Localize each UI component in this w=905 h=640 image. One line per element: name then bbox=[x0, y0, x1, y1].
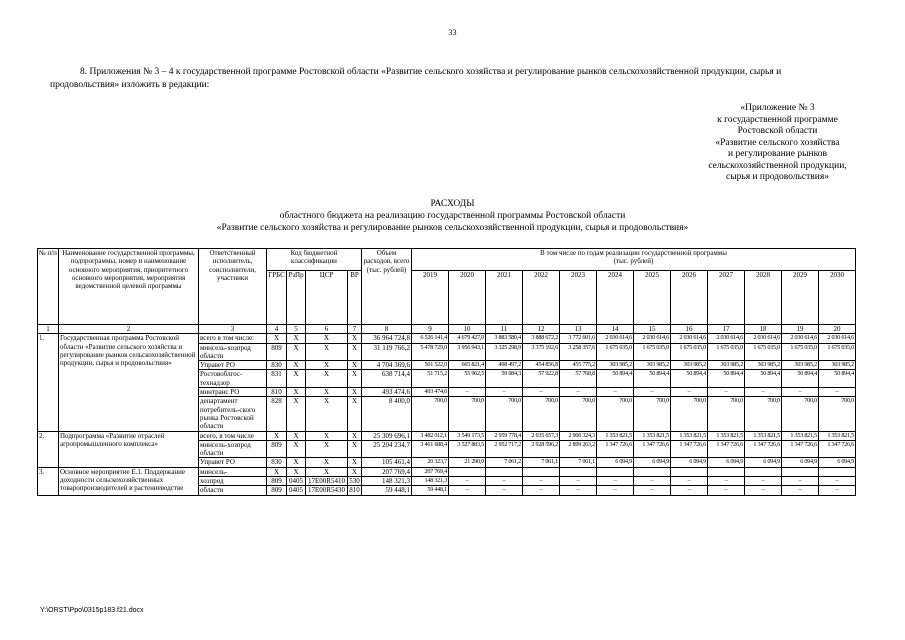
row-year-value: – bbox=[634, 388, 671, 397]
row-year-value: 50 894,4 bbox=[708, 370, 745, 388]
row-responsible: департамент потребитель-ского рынка Ростовской области bbox=[199, 397, 267, 431]
row-total: 59 448,1 bbox=[362, 486, 412, 495]
row-year-value: – bbox=[449, 388, 486, 397]
row-total: 31 119 766,2 bbox=[362, 343, 412, 361]
page-number: 33 bbox=[448, 28, 457, 37]
row-year-value: – bbox=[819, 486, 856, 495]
header-year: 2020 bbox=[449, 271, 486, 325]
row-year-value: 700,0 bbox=[523, 397, 560, 431]
row-year-value: – bbox=[708, 477, 745, 486]
row-year-value bbox=[671, 467, 708, 476]
expenses-table bbox=[37, 248, 856, 496]
column-number: 13 bbox=[560, 325, 597, 334]
row-total: 105 461,4 bbox=[362, 458, 412, 467]
row-responsible: Управет РО bbox=[199, 361, 267, 370]
row-year-value: 700,0 bbox=[745, 397, 782, 431]
appendix-line: Ростовской области bbox=[737, 126, 818, 136]
document-subtitle: областного бюджета на реализацию государственной программы Ростовской области bbox=[279, 211, 626, 221]
row-year-value: 2 030 614,6 bbox=[671, 334, 708, 343]
row-year-value: 7 061,1 bbox=[560, 458, 597, 467]
row-year-value: 1 347 726,6 bbox=[782, 440, 819, 458]
row-year-value: – bbox=[449, 486, 486, 495]
row-year-value: – bbox=[745, 388, 782, 397]
row-total: 638 714,4 bbox=[362, 370, 412, 388]
row-year-value: 700,0 bbox=[819, 397, 856, 431]
row-year-value: 1 353 821,5 bbox=[708, 431, 745, 440]
header-year: 2029 bbox=[782, 271, 819, 325]
appendix-line: сырья и продовольствия» bbox=[726, 172, 829, 182]
row-vr: X bbox=[348, 388, 362, 397]
row-year-value: 6 094,9 bbox=[708, 458, 745, 467]
column-number: 15 bbox=[634, 325, 671, 334]
row-year-value: – bbox=[745, 477, 782, 486]
header-num: № п/п bbox=[38, 249, 59, 325]
row-responsible: минтранс РО bbox=[199, 388, 267, 397]
row-rzpr: X bbox=[287, 343, 306, 361]
row-year-value: 303 985,2 bbox=[782, 361, 819, 370]
row-responsible: Управет РО bbox=[199, 458, 267, 467]
row-year-value: 3 956 943,1 bbox=[449, 343, 486, 361]
row-year-value bbox=[486, 467, 523, 476]
row-year-value: – bbox=[597, 477, 634, 486]
row-year-value: 50 894,4 bbox=[597, 370, 634, 388]
row-year-value: 2 952 717,2 bbox=[486, 440, 523, 458]
row-rzpr: X bbox=[287, 431, 306, 440]
row-responsible: области bbox=[199, 486, 267, 495]
header-year: 2023 bbox=[560, 271, 597, 325]
row-vr: X bbox=[348, 361, 362, 370]
row-year-value: 6 094,9 bbox=[782, 458, 819, 467]
row-year-value: – bbox=[671, 486, 708, 495]
row-year-value: 2 030 614,6 bbox=[782, 334, 819, 343]
row-year-value: 2 899 263,2 bbox=[560, 440, 597, 458]
row-year-value: 3 258 357,6 bbox=[560, 343, 597, 361]
row-year-value: 50 894,4 bbox=[782, 370, 819, 388]
row-vr: 810 bbox=[349, 486, 360, 495]
row-year-value: 700,0 bbox=[486, 397, 523, 431]
row-name: Подпрограмма «Развитие отраслей агропромышленного комплекса» bbox=[59, 431, 199, 467]
row-year-value bbox=[634, 467, 671, 476]
row-year-value: 303 985,2 bbox=[819, 361, 856, 370]
appendix-line: сельскохозяйственной продукции, bbox=[708, 160, 847, 171]
row-year-value: – bbox=[782, 477, 819, 486]
row-year-value: 21 290,0 bbox=[449, 458, 486, 467]
row-number: 3. bbox=[38, 467, 59, 495]
row-year-value: 7 061,1 bbox=[523, 458, 560, 467]
row-year-value: 3 883 580,4 bbox=[486, 334, 523, 343]
row-year-value: – bbox=[486, 486, 523, 495]
row-year-value: 1 675 035,0 bbox=[819, 343, 856, 361]
row-rzpr: X bbox=[287, 334, 306, 343]
row-year-value: 303 985,2 bbox=[671, 361, 708, 370]
row-year-value: 700,0 bbox=[782, 397, 819, 431]
row-year-value: 1 353 821,5 bbox=[671, 431, 708, 440]
row-year-value bbox=[708, 467, 745, 476]
row-vr: X bbox=[348, 397, 362, 431]
row-csr: X bbox=[306, 361, 348, 370]
row-year-value: 3 461 688,4 bbox=[412, 440, 449, 458]
row-year-value: – bbox=[597, 388, 634, 397]
row-year-value: 3 325 298,9 bbox=[486, 343, 523, 361]
row-year-value: 207 769,4 bbox=[412, 467, 449, 476]
column-number: 10 bbox=[449, 325, 486, 334]
appendix-line: к государственной программе bbox=[717, 114, 838, 125]
row-year-value: – bbox=[819, 477, 856, 486]
row-year-value: – bbox=[523, 388, 560, 397]
row-grbs: 809 bbox=[267, 440, 287, 458]
row-rzpr: X bbox=[287, 370, 306, 388]
row-csr: X bbox=[306, 458, 348, 467]
table-row bbox=[38, 431, 856, 440]
column-number: 17 bbox=[708, 325, 745, 334]
row-year-value: – bbox=[449, 477, 486, 486]
row-csr: X bbox=[306, 397, 348, 431]
row-csr: X bbox=[306, 440, 348, 458]
row-year-value: 6 094,9 bbox=[634, 458, 671, 467]
row-csr: 17Е00R5430 bbox=[306, 486, 348, 495]
row-year-value: 148 321,3 bbox=[412, 477, 449, 486]
row-year-value: 700,0 bbox=[449, 397, 486, 431]
row-csr: X bbox=[306, 467, 348, 476]
header-year: 2030 bbox=[819, 271, 856, 325]
row-year-value: 493 474,6 bbox=[412, 388, 449, 397]
row-year-value: 454 856,8 bbox=[523, 361, 560, 370]
row-year-value: 700,0 bbox=[597, 397, 634, 431]
row-year-value: 2 935 657,3 bbox=[523, 431, 560, 440]
row-year-value: 3 888 672,2 bbox=[523, 334, 560, 343]
column-number: 12 bbox=[523, 325, 560, 334]
row-grbs: 831 bbox=[267, 370, 287, 388]
row-year-value: 4 679 427,0 bbox=[449, 334, 486, 343]
column-number: 9 bbox=[412, 325, 449, 334]
row-year-value bbox=[597, 467, 634, 476]
row-responsible: всего, в том числе bbox=[199, 431, 267, 440]
row-grbs: 809 bbox=[267, 477, 287, 486]
row-year-value: 50 894,4 bbox=[634, 370, 671, 388]
table-row bbox=[38, 334, 856, 343]
row-year-value: 1 347 726,6 bbox=[597, 440, 634, 458]
row-responsible: минсель-хозпрод области bbox=[199, 343, 267, 361]
row-year-value: 57 922,8 bbox=[523, 370, 560, 388]
row-rzpr: X bbox=[287, 458, 306, 467]
row-rzpr: X bbox=[287, 397, 306, 431]
row-year-value: 55 962,5 bbox=[449, 370, 486, 388]
row-year-value: 455 775,2 bbox=[560, 361, 597, 370]
row-total: 148 321,3 bbox=[362, 477, 412, 486]
row-year-value: 20 323,7 bbox=[412, 458, 449, 467]
column-number: 20 bbox=[819, 325, 856, 334]
appendix-header bbox=[650, 103, 905, 184]
row-year-value: 2 959 778,4 bbox=[486, 431, 523, 440]
row-year-value bbox=[745, 467, 782, 476]
column-number: 3 bbox=[199, 325, 267, 334]
header-year: 2021 bbox=[486, 271, 523, 325]
row-total: 8 400,0 bbox=[362, 397, 412, 431]
row-year-value: – bbox=[560, 477, 597, 486]
header-total: Объем расходов, всего (тыс. рублей) bbox=[362, 249, 412, 325]
row-grbs: X bbox=[267, 431, 287, 440]
row-number: 2. bbox=[38, 431, 59, 467]
column-number: 19 bbox=[782, 325, 819, 334]
row-grbs: X bbox=[267, 334, 287, 343]
row-year-value: 498 497,2 bbox=[486, 361, 523, 370]
appendix-line: «Развитие сельского хозяйства bbox=[715, 137, 840, 148]
row-year-value: 51 715,2 bbox=[412, 370, 449, 388]
row-responsible: хозпрод bbox=[199, 477, 267, 486]
row-year-value: 3 375 192,6 bbox=[523, 343, 560, 361]
row-csr: X bbox=[306, 431, 348, 440]
row-year-value: – bbox=[782, 388, 819, 397]
row-year-value: 2 030 614,6 bbox=[634, 334, 671, 343]
header-name: Наименование государственной программы, подпрограммы, номер и наименование основного мероприятия, приоритетного основного мероприятия, мероприятия ведомственной целевой программы bbox=[59, 249, 199, 325]
row-csr: X bbox=[306, 388, 348, 397]
row-year-value bbox=[560, 467, 597, 476]
row-year-value bbox=[819, 467, 856, 476]
row-grbs: 830 bbox=[267, 458, 287, 467]
row-vr: X bbox=[348, 458, 362, 467]
row-year-value: 303 985,2 bbox=[708, 361, 745, 370]
header-year: 2025 bbox=[634, 271, 671, 325]
row-year-value: – bbox=[597, 486, 634, 495]
row-csr: X bbox=[306, 343, 348, 361]
row-year-value bbox=[782, 467, 819, 476]
row-year-value: – bbox=[560, 486, 597, 495]
row-name: Государственная программа Ростовской области «Развитие сельского хозяйства и регулирование рынков сельскохозяйственной продукции, сырья и продовольствия» bbox=[59, 334, 199, 431]
header-year: 2022 bbox=[523, 271, 560, 325]
row-responsible: Ростовоблгос-технадзор bbox=[199, 370, 267, 388]
header-code: Код бюджетной классификации bbox=[267, 249, 362, 271]
row-year-value: 303 985,2 bbox=[597, 361, 634, 370]
header-year: 2028 bbox=[745, 271, 782, 325]
column-number: 4 bbox=[267, 325, 287, 334]
header-grbs: ГРБС bbox=[267, 271, 287, 325]
row-vr: X bbox=[348, 467, 362, 476]
column-number: 2 bbox=[59, 325, 199, 334]
row-year-value: – bbox=[671, 477, 708, 486]
row-total: 493 474,6 bbox=[362, 388, 412, 397]
row-responsible: минсель-хозпрод области bbox=[199, 440, 267, 458]
row-year-value: 1 353 821,5 bbox=[634, 431, 671, 440]
row-year-value: – bbox=[634, 477, 671, 486]
row-total: 25 204 234,7 bbox=[362, 440, 412, 458]
header-responsible: Ответственный исполнитель, соисполнители, участники bbox=[199, 249, 267, 325]
row-year-value: 1 347 726,6 bbox=[745, 440, 782, 458]
row-year-value: 303 985,2 bbox=[634, 361, 671, 370]
row-rzpr: X bbox=[287, 361, 306, 370]
row-grbs: X bbox=[267, 467, 287, 476]
row-year-value: – bbox=[486, 388, 523, 397]
row-year-value: – bbox=[634, 486, 671, 495]
row-grbs: 828 bbox=[267, 397, 287, 431]
row-year-value: 6 094,9 bbox=[745, 458, 782, 467]
row-year-value: – bbox=[523, 486, 560, 495]
row-year-value: 2 030 614,6 bbox=[745, 334, 782, 343]
row-year-value: 5 478 729,0 bbox=[412, 343, 449, 361]
row-year-value: 700,0 bbox=[634, 397, 671, 431]
row-year-value: 1 675 035,0 bbox=[782, 343, 819, 361]
row-year-value: 1 347 726,6 bbox=[819, 440, 856, 458]
row-vr: X bbox=[348, 440, 362, 458]
row-grbs: 809 bbox=[267, 343, 287, 361]
column-number: 5 bbox=[287, 325, 306, 334]
row-total: 25 309 696,1 bbox=[362, 431, 412, 440]
row-year-value: 50 894,4 bbox=[819, 370, 856, 388]
row-year-value: – bbox=[708, 388, 745, 397]
row-year-value: 3 482 012,1 bbox=[412, 431, 449, 440]
row-rzpr: X bbox=[287, 467, 306, 476]
row-year-value: – bbox=[782, 486, 819, 495]
row-csr: 17Е00R5410 bbox=[306, 477, 348, 486]
row-year-value: 1 675 035,0 bbox=[597, 343, 634, 361]
row-year-value: 700,0 bbox=[560, 397, 597, 431]
row-year-value: 59 448,1 bbox=[412, 486, 449, 495]
row-year-value: 2 906 324,3 bbox=[560, 431, 597, 440]
column-number: 8 bbox=[362, 325, 412, 334]
row-number: 1. bbox=[38, 334, 59, 431]
row-responsible: минсель- bbox=[199, 467, 267, 476]
header-years-group: В том числе по годам реализации государственной программы (тыс. рублей) bbox=[412, 249, 856, 271]
row-year-value: 2 030 614,6 bbox=[819, 334, 856, 343]
row-total: 4 704 369,6 bbox=[362, 361, 412, 370]
appendix-line: «Приложение № 3 bbox=[740, 103, 815, 113]
row-vr: X bbox=[348, 370, 362, 388]
row-year-value: 6 526 141,4 bbox=[412, 334, 449, 343]
row-grbs: 809 bbox=[267, 486, 287, 495]
row-year-value: 59 084,3 bbox=[486, 370, 523, 388]
row-year-value: 3 527 883,5 bbox=[449, 440, 486, 458]
row-year-value: – bbox=[745, 486, 782, 495]
column-number: 14 bbox=[597, 325, 634, 334]
row-year-value: 700,0 bbox=[671, 397, 708, 431]
column-number: 16 bbox=[671, 325, 708, 334]
row-year-value: 3 772 601,6 bbox=[560, 334, 597, 343]
row-grbs: 810 bbox=[267, 388, 287, 397]
appendix-line: и регулирование рынков bbox=[728, 149, 827, 159]
row-year-value: 1 353 821,5 bbox=[597, 431, 634, 440]
row-year-value: 7 061,2 bbox=[486, 458, 523, 467]
row-year-value: 1 347 726,6 bbox=[634, 440, 671, 458]
row-year-value bbox=[523, 467, 560, 476]
header-csr: ЦСР bbox=[306, 271, 348, 325]
header-year: 2024 bbox=[597, 271, 634, 325]
row-year-value: – bbox=[523, 477, 560, 486]
row-rzpr: X bbox=[287, 440, 306, 458]
row-year-value: 1 675 035,0 bbox=[745, 343, 782, 361]
row-year-value: 2 030 614,6 bbox=[708, 334, 745, 343]
document-title: РАСХОДЫ bbox=[430, 199, 475, 209]
row-csr: X bbox=[306, 334, 348, 343]
row-year-value: 303 985,2 bbox=[745, 361, 782, 370]
column-number: 7 bbox=[348, 325, 362, 334]
column-number: 1 bbox=[38, 325, 59, 334]
row-csr: X bbox=[306, 370, 348, 388]
row-rzpr: 0405 bbox=[287, 477, 306, 486]
row-year-value: 1 347 726,6 bbox=[671, 440, 708, 458]
row-year-value: 501 522,0 bbox=[412, 361, 449, 370]
row-year-value: 2 928 596,2 bbox=[523, 440, 560, 458]
column-number: 6 bbox=[306, 325, 348, 334]
row-year-value: 700,0 bbox=[412, 397, 449, 431]
row-name: Основное мероприятие Е.1. Поддержание доходности сельскохозяйственных товаропроизводителей в растениеводстве bbox=[59, 467, 199, 495]
row-year-value: 1 675 035,0 bbox=[708, 343, 745, 361]
header-vr: ВР bbox=[348, 271, 362, 325]
row-year-value: 3 549 173,5 bbox=[449, 431, 486, 440]
row-year-value: 6 094,9 bbox=[597, 458, 634, 467]
row-year-value: – bbox=[486, 477, 523, 486]
row-vr: X bbox=[348, 334, 362, 343]
header-rzpr: РзПр bbox=[287, 271, 306, 325]
row-year-value: 2 030 614,6 bbox=[597, 334, 634, 343]
row-year-value: 1 675 035,0 bbox=[671, 343, 708, 361]
row-vr: 530 bbox=[349, 477, 360, 486]
row-year-value: 1 353 821,5 bbox=[745, 431, 782, 440]
row-year-value: 6 094,9 bbox=[671, 458, 708, 467]
column-number: 18 bbox=[745, 325, 782, 334]
row-year-value: 700,0 bbox=[708, 397, 745, 431]
row-year-value: 1 347 726,6 bbox=[708, 440, 745, 458]
header-year: 2019 bbox=[412, 271, 449, 325]
row-grbs: 830 bbox=[267, 361, 287, 370]
table-row bbox=[38, 467, 856, 476]
row-responsible: всего в том числе: bbox=[199, 334, 267, 343]
row-total: 36 964 724,8 bbox=[362, 334, 412, 343]
row-total: 207 769,4 bbox=[362, 467, 412, 476]
file-path-footer: Y:\ORST\Ppo\0315p183.f21.docx bbox=[40, 607, 144, 614]
row-year-value: – bbox=[560, 388, 597, 397]
row-year-value: 1 353 821,5 bbox=[819, 431, 856, 440]
column-number: 11 bbox=[486, 325, 523, 334]
row-rzpr: 0405 bbox=[287, 486, 306, 495]
row-year-value: – bbox=[671, 388, 708, 397]
row-year-value: – bbox=[819, 388, 856, 397]
row-year-value: 50 894,4 bbox=[671, 370, 708, 388]
row-vr: X bbox=[348, 431, 362, 440]
row-year-value: 50 894,4 bbox=[745, 370, 782, 388]
header-year: 2026 bbox=[671, 271, 708, 325]
header-year: 2027 bbox=[708, 271, 745, 325]
row-year-value: 57 768,8 bbox=[560, 370, 597, 388]
row-rzpr: X bbox=[287, 388, 306, 397]
intro-paragraph: 8. Приложения № 3 – 4 к государственной программе Ростовской области «Развитие сельского хозяйства и регулирование рынков сельскохозяйственной продукции, сырья и продовольствия» изложить в редакции: bbox=[50, 67, 782, 90]
row-year-value: – bbox=[708, 486, 745, 495]
row-year-value: 6 094,9 bbox=[819, 458, 856, 467]
row-year-value: 665 821,4 bbox=[449, 361, 486, 370]
row-year-value: 1 353 821,5 bbox=[782, 431, 819, 440]
row-year-value bbox=[449, 467, 486, 476]
row-vr: X bbox=[348, 343, 362, 361]
row-year-value: 1 675 035,0 bbox=[634, 343, 671, 361]
document-subtitle: «Развитие сельского хозяйства и регулирование рынков сельскохозяйственной продукции, сырья и продовольствия» bbox=[216, 223, 689, 233]
